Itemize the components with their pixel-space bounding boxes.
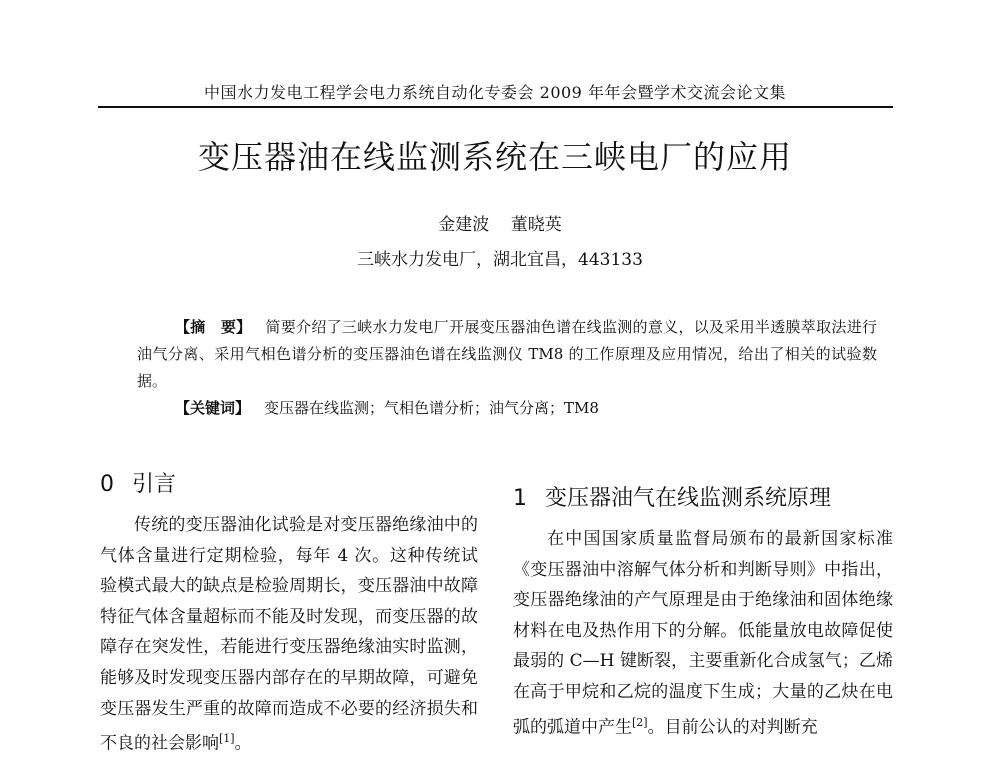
principle-paragraph (513, 524, 893, 743)
keywords-label: 【关键词】 (175, 399, 251, 417)
running-header: 中国水力发电工程学会电力系统自动化专委会 2009 年年会暨学术交流会论文集 (204, 83, 786, 102)
paper-title: 变压器油在线监测系统在三峡电厂的应用 (197, 138, 792, 176)
section-title: 变压器油气在线监测系统原理 (545, 486, 832, 511)
intro-text: 传统的变压器油化试验是对变压器绝缘油中的气体含量进行定期检验，每年 4 次。这种传统试验模式最大的缺点是检验周期长，变压器油中故障特征气体含量超标而不能及时发现，而变压器的故障存在突发性，若能进行变压器绝缘油实时监测，能够及时发现变压器内部存在的早期故障，可避免变压器发生严重的故障而造成不必要的经济损失和不良的社会影响 (100, 515, 478, 754)
keywords-text: 变压器在线监测；气相色谱分析；油气分离；TM8 (264, 399, 599, 417)
affiliation: 三峡水力发电厂，湖北宜昌，443133 (357, 250, 643, 270)
citation-ref: [1] (219, 732, 235, 746)
principle-tail: 。目前公认的对判断充 (647, 717, 818, 738)
keywords-paragraph (137, 395, 877, 422)
section-title: 引言 (132, 472, 177, 497)
abstract-label: 【摘 要】 (175, 318, 252, 336)
header-divider (98, 106, 893, 108)
intro-tail: 。 (234, 733, 252, 754)
section-heading-principle (513, 481, 831, 512)
authors: 金建波 董晓英 (438, 215, 562, 235)
abstract-text: 简要介绍了三峡水力发电厂开展变压器油色谱在线监测的意义，以及采用半透膜萃取法进行油气分离、采用气相色谱分析的变压器油色谱在线监测仪 TM8 的工作原理及应用情况，给出了相关的试验数据。 (137, 318, 877, 390)
intro-paragraph (100, 510, 478, 759)
citation-ref: [2] (632, 715, 648, 729)
left-column (100, 510, 478, 759)
section-number: 0 (100, 472, 114, 497)
section-number: 1 (513, 486, 527, 511)
abstract-block (137, 314, 877, 422)
right-column (513, 524, 893, 743)
principle-text: 在中国国家质量监督局颁布的最新国家标准《变压器油中溶解气体分析和判断导则》中指出，变压器绝缘油的产气原理是由于绝缘油和固体绝缘材料在电及热作用下的分解。低能量放电故障促使最弱的 C—H 键断裂，主要重新化合成氢气；乙烯在高于甲烷和乙烷的温度下生成；大量的乙炔在电弧的弧道中产生 (513, 529, 893, 738)
abstract-paragraph (137, 314, 877, 395)
section-heading-intro (100, 467, 176, 498)
